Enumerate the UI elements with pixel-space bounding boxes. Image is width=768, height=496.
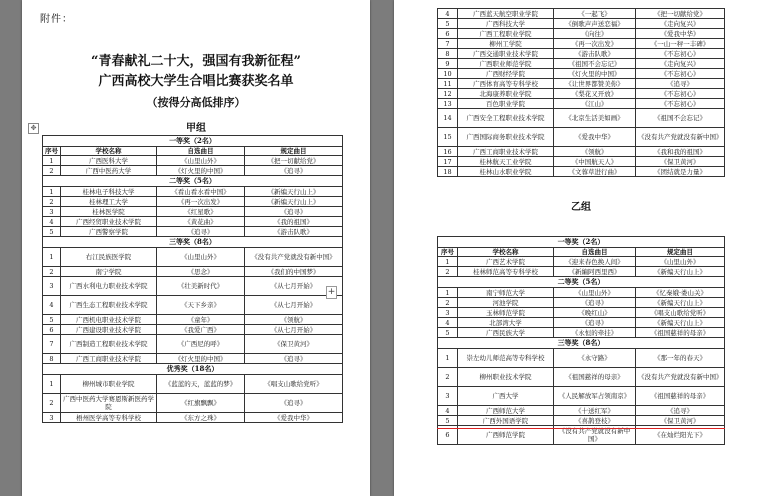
table-cell: 18 [438, 167, 458, 177]
table-cell: 广西中医药大学赛恩斯新医药学院 [61, 394, 157, 413]
table-cell: 《追寻》 [245, 394, 343, 413]
table-cell: 《再一次出发》 [554, 39, 636, 49]
table-cell: 《江山》 [554, 99, 636, 109]
table-cell: 《让世界都赞美你》 [554, 79, 636, 89]
table-cell: 7 [438, 39, 458, 49]
table-cell: 4 [43, 296, 61, 315]
table-cell: 16 [438, 147, 458, 157]
table-cell: 广西外国语学院 [458, 416, 554, 426]
table-cell: 《文蓉草进行曲》 [554, 167, 636, 177]
table-cell: 《不忘初心》 [636, 49, 725, 59]
table-row [43, 277, 343, 296]
table-row [43, 207, 343, 217]
table-cell: 《团结就是力量》 [636, 167, 725, 177]
table-cell: 2 [43, 267, 61, 277]
table-cell: 《童年》 [157, 315, 245, 325]
table-cell: 《爱我中华》 [554, 128, 636, 147]
table-cell: 《保卫黄河》 [245, 335, 343, 354]
document-page-left [22, 0, 370, 496]
table-cell: 15 [438, 128, 458, 147]
table-row [438, 99, 725, 109]
table-cell: 3 [43, 207, 61, 217]
table-cell: 《思念》 [157, 267, 245, 277]
table-cell: 11 [438, 79, 458, 89]
table-row [438, 387, 725, 406]
table-row [438, 19, 725, 29]
table-cell: 《新编天行山上》 [245, 197, 343, 207]
award-section-title: 一等奖（2名） [438, 237, 725, 248]
table-row [43, 227, 343, 237]
award-section-title: 三等奖（8名） [438, 338, 725, 349]
table-cell: 《灯火里的中国》 [157, 354, 245, 364]
table-cell: 河池学院 [458, 298, 554, 308]
table-cell: 《我和我的祖国》 [636, 147, 725, 157]
award-section-title: 三等奖（8名） [43, 237, 343, 248]
table-cell: 《没有共产党就没有新中国》 [636, 128, 725, 147]
table-row [438, 59, 725, 69]
group-a-award-table [42, 135, 343, 423]
table-cell: 《黄花曲》 [157, 217, 245, 227]
table-cell: 《山里山外》 [157, 248, 245, 267]
table-cell: 广西国际商务职业技术学院 [458, 128, 554, 147]
table-cell: 1 [438, 257, 458, 267]
table-cell: 《把一切献给党》 [245, 156, 343, 166]
table-cell: 《唱支山歌给党听》 [245, 375, 343, 394]
table-cell: 《祖国慈祥的母亲》 [636, 328, 725, 338]
table-cell: 5 [43, 315, 61, 325]
table-row [438, 69, 725, 79]
table-cell: 4 [438, 406, 458, 416]
table-row [43, 166, 343, 176]
table-row [438, 298, 725, 308]
table-cell: 《新编天行山上》 [636, 318, 725, 328]
table-cell: 柳州城市职业学院 [61, 375, 157, 394]
table-row [438, 147, 725, 157]
table-cell: 《山里山外》 [636, 257, 725, 267]
table-cell: 桂林航天工业学院 [458, 157, 554, 167]
table-cell: 桂林电子科技大学 [61, 187, 157, 197]
group-a-title: 甲组 [186, 123, 206, 134]
table-cell: 《迎来春色换人间》 [554, 257, 636, 267]
table-row [43, 187, 343, 197]
table-cell: 《人民解放军占领南京》 [554, 387, 636, 406]
table-cell: 1 [438, 288, 458, 298]
table-cell: 柳州职业技术学院 [458, 368, 554, 387]
table-row [438, 318, 725, 328]
table-cell: 《追寻》 [636, 79, 725, 89]
table-cell: 《追寻》 [157, 227, 245, 237]
table-cell: 《壮美新时代》 [157, 277, 245, 296]
table-cell: 《再一次出发》 [157, 197, 245, 207]
table-cell: 《把一切献给党》 [636, 9, 725, 19]
table-cell: 4 [438, 9, 458, 19]
table-cell: 《从七月开始》 [245, 325, 343, 335]
table-row [438, 328, 725, 338]
table-row [43, 375, 343, 394]
table-cell: 6 [438, 29, 458, 39]
table-cell: 柳州工学院 [458, 39, 554, 49]
table-cell: 1 [43, 248, 61, 267]
table-cell: 《追寻》 [245, 354, 343, 364]
table-cell: 《在灿烂阳光下》 [636, 426, 725, 445]
table-cell: 1 [438, 349, 458, 368]
award-section-row [438, 277, 725, 288]
table-cell: 广西大学 [458, 387, 554, 406]
table-row [438, 109, 725, 128]
table-cell: 《晚红山》 [554, 308, 636, 318]
table-cell: 《永恒的牵挂》 [554, 328, 636, 338]
table-cell: 9 [438, 59, 458, 69]
column-header: 规定曲目 [245, 147, 343, 156]
table-row [43, 335, 343, 354]
table-row [43, 315, 343, 325]
table-cell: 《看山看水看中国》 [157, 187, 245, 197]
attachment-label: 附件： [40, 14, 73, 25]
table-cell: 广西工程职业学院 [458, 29, 554, 39]
table-cell: 《追寻》 [554, 318, 636, 328]
table-cell: 《爱我中华》 [636, 29, 725, 39]
table-cell: 5 [43, 227, 61, 237]
table-cell: 广西安全工程职业技术学院 [458, 109, 554, 128]
table-row [438, 368, 725, 387]
table-cell: 5 [438, 328, 458, 338]
group-b-award-table [437, 236, 725, 445]
table-cell: 2 [43, 197, 61, 207]
award-section-title: 二等奖（5名） [438, 277, 725, 288]
column-header: 序号 [438, 248, 458, 257]
table-cell: 桂林师范高等专科学校 [458, 267, 554, 277]
table-cell: 《喜鹊登枝》 [554, 416, 636, 426]
table-cell: 4 [43, 217, 61, 227]
table-cell: 北海康养职业学院 [458, 89, 554, 99]
table-cell: 《我的祖国》 [245, 217, 343, 227]
table-cell: 广西职业师范学院 [458, 59, 554, 69]
table-cell: 广西交通职业技术学院 [458, 49, 554, 59]
table-cell: 《爱我中华》 [245, 413, 343, 423]
table-cell: 14 [438, 109, 458, 128]
table-cell: 广西财经学院 [458, 69, 554, 79]
column-header: 序号 [43, 147, 61, 156]
award-section-title: 二等奖（5名） [43, 176, 343, 187]
table-cell: 《山里山外》 [157, 156, 245, 166]
table-cell: 广西工商职业技术学院 [61, 354, 157, 364]
table-cell: 2 [438, 267, 458, 277]
column-header: 自选曲目 [157, 147, 245, 156]
table-row [438, 406, 725, 416]
table-cell: 10 [438, 69, 458, 79]
table-cell: 《不忘初心》 [636, 69, 725, 79]
table-cell: 《那一年的春天》 [636, 349, 725, 368]
table-cell: 广西蓝天航空职业学院 [458, 9, 554, 19]
table-cell: 《中国航天人》 [554, 157, 636, 167]
table-row [438, 349, 725, 368]
table-cell: 《向往》 [554, 29, 636, 39]
table-cell: 《北京生活美如画》 [554, 109, 636, 128]
table-cell: 《领航》 [245, 315, 343, 325]
award-section-title: 优秀奖（18名） [43, 364, 343, 375]
table-row [438, 128, 725, 147]
table-cell: 广西制造工程职业技术学院 [61, 335, 157, 354]
table-row [438, 267, 725, 277]
table-cell: 南宁师范大学 [458, 288, 554, 298]
table-cell: 《一山一秤一丰碑》 [636, 39, 725, 49]
award-section-title: 一等奖（2名） [43, 136, 343, 147]
table-cell: 桂林理工大学 [61, 197, 157, 207]
table-cell: 7 [43, 335, 61, 354]
table-cell: 广西师范大学 [458, 406, 554, 416]
table-cell: 《东方之珠》 [157, 413, 245, 423]
award-section-row [438, 338, 725, 349]
table-row [438, 167, 725, 177]
table-cell: 《梨花又开放》 [554, 89, 636, 99]
table-row [43, 354, 343, 364]
table-row [43, 156, 343, 166]
table-cell: 《走向复兴》 [636, 19, 725, 29]
table-cell: 《红旗飘飘》 [157, 394, 245, 413]
table-cell: 梧州医学高等专科学校 [61, 413, 157, 423]
add-column-handle-icon[interactable]: + [327, 287, 336, 297]
award-section-row [43, 364, 343, 375]
table-cell: 4 [438, 318, 458, 328]
column-header: 自选曲目 [554, 248, 636, 257]
table-row [43, 217, 343, 227]
table-cell: 13 [438, 99, 458, 109]
table-header-row [438, 248, 725, 257]
table-cell: 桂林山水职业学院 [458, 167, 554, 177]
table-cell: 《新编天行山上》 [636, 267, 725, 277]
table-cell: 《永守路》 [554, 349, 636, 368]
table-cell: 南宁学院 [61, 267, 157, 277]
table-row [438, 288, 725, 298]
table-cell: 《领航》 [554, 147, 636, 157]
table-cell: 广西体育高等专科学校 [458, 79, 554, 89]
table-row [438, 9, 725, 19]
table-cell: 广西科技大学 [458, 19, 554, 29]
table-cell: 6 [438, 426, 458, 445]
table-cell: 3 [43, 277, 61, 296]
table-cell: 《红星歌》 [157, 207, 245, 217]
group-b-title: 乙组 [571, 202, 591, 213]
table-cell: 《新編阿西里西》 [554, 267, 636, 277]
table-cell: 《我爱广西》 [157, 325, 245, 335]
table-cell: 广西中医药大学 [61, 166, 157, 176]
table-cell: 百色职业学院 [458, 99, 554, 109]
table-cell: 2 [438, 368, 458, 387]
table-cell: 8 [43, 354, 61, 364]
table-cell: 《保卫黄河》 [636, 157, 725, 167]
table-cell: 《祖国不会忘记》 [554, 59, 636, 69]
table-cell: 《不忘初心》 [636, 89, 725, 99]
table-header-row [43, 147, 343, 156]
table-cell: 17 [438, 157, 458, 167]
table-cell: 《新编天行山上》 [245, 187, 343, 197]
table-row [43, 197, 343, 207]
table-row [438, 308, 725, 318]
table-cell: 《广西尼的呼》 [157, 335, 245, 354]
document-page-right [394, 0, 768, 496]
table-cell: 《唱支山歌给党听》 [636, 308, 725, 318]
document-subtitle: （按得分高低排序） [146, 96, 246, 109]
table-row [43, 267, 343, 277]
red-underline-mark [437, 428, 725, 429]
table-cell: 《灯火里的中国》 [157, 166, 245, 176]
column-header: 学校名称 [458, 248, 554, 257]
table-cell: 崇左幼儿师范高等专科学校 [458, 349, 554, 368]
award-section-row [43, 136, 343, 147]
table-cell: 《从七月开始》 [245, 277, 343, 296]
table-cell: 《追寻》 [245, 207, 343, 217]
table-cell: 广西建设职业技术学院 [61, 325, 157, 335]
table-cell: 《灯火里的中国》 [554, 69, 636, 79]
table-cell: 5 [438, 416, 458, 426]
table-cell: 《新编天行山上》 [636, 298, 725, 308]
table-cell: 广西艺术学院 [458, 257, 554, 267]
table-row [43, 296, 343, 315]
table-cell: 《不忘初心》 [636, 99, 725, 109]
table-row [43, 248, 343, 267]
table-row [438, 157, 725, 167]
table-cell: 《祖国慈祥的母亲》 [554, 368, 636, 387]
table-row [438, 89, 725, 99]
table-cell: 《没有共产党就没有新中国》 [636, 368, 725, 387]
column-header: 学校名称 [61, 147, 157, 156]
table-cell: 《追寻》 [636, 406, 725, 416]
table-cell: 《保卫黄河》 [636, 416, 725, 426]
table-row [438, 39, 725, 49]
table-cell: 广西工商职业技术学院 [458, 147, 554, 157]
table-cell: 《没有共产党就没有新中国》 [554, 426, 636, 445]
award-section-row [438, 237, 725, 248]
table-row [438, 49, 725, 59]
table-cell: 《没有共产党就没有新中国》 [245, 248, 343, 267]
table-cell: 8 [438, 49, 458, 59]
table-cell: 《我们的中国梦》 [245, 267, 343, 277]
table-row [43, 325, 343, 335]
table-cell: 6 [43, 325, 61, 335]
table-row [438, 257, 725, 267]
table-cell: 桂林医学院 [61, 207, 157, 217]
table-cell: 《祖国慈祥的母亲》 [636, 387, 725, 406]
table-cell: 《忆秦娥·娄山关》 [636, 288, 725, 298]
table-row [438, 416, 725, 426]
table-cell: 3 [438, 387, 458, 406]
table-move-handle-icon[interactable]: ✥ [28, 123, 39, 134]
table-cell: 广西生态工程职业技术学院 [61, 296, 157, 315]
table-cell: 《十送红军》 [554, 406, 636, 416]
table-cell: 《天下乡亲》 [157, 296, 245, 315]
table-cell: 《游击队歌》 [554, 49, 636, 59]
table-cell: 广西师范学院 [458, 426, 554, 445]
table-cell: 3 [438, 308, 458, 318]
table-cell: 《山里山外》 [554, 288, 636, 298]
document-title-line2: 广西高校大学生合唱比赛获奖名单 [98, 74, 294, 89]
table-cell: 2 [43, 166, 61, 176]
table-cell: 《追寻》 [554, 298, 636, 308]
table-row [438, 29, 725, 39]
table-cell: 1 [43, 156, 61, 166]
table-cell: 《走向复兴》 [636, 59, 725, 69]
table-cell: 广西警察学院 [61, 227, 157, 237]
document-title-line1: “青春献礼二十大，强国有我新征程” [91, 54, 301, 69]
table-cell: 北部湾大学 [458, 318, 554, 328]
table-cell: 玉林师范学院 [458, 308, 554, 318]
table-cell: 12 [438, 89, 458, 99]
table-cell: 1 [43, 375, 61, 394]
column-header: 规定曲目 [636, 248, 725, 257]
table-cell: 2 [438, 298, 458, 308]
table-cell: 广西机电职业技术学院 [61, 315, 157, 325]
table-cell: 《祖国不会忘记》 [636, 109, 725, 128]
award-section-row [43, 237, 343, 248]
table-cell: 《游击队歌》 [245, 227, 343, 237]
award-section-row [43, 176, 343, 187]
table-cell: 广西水利电力职业技术学院 [61, 277, 157, 296]
table-row [43, 413, 343, 423]
table-cell: 《一起飞》 [554, 9, 636, 19]
table-cell: 5 [438, 19, 458, 29]
group-a-award-table-continued [437, 8, 725, 177]
table-cell: 《倒歌声声送恋福》 [554, 19, 636, 29]
table-cell: 右江民族医学院 [61, 248, 157, 267]
table-cell: 《蓝蓝的天，蓝蓝的梦》 [157, 375, 245, 394]
table-cell: 《从七月开始》 [245, 296, 343, 315]
table-cell: 广西经贸职业技术学院 [61, 217, 157, 227]
table-cell: 广西医科大学 [61, 156, 157, 166]
table-cell: 1 [43, 187, 61, 197]
table-cell: 3 [43, 413, 61, 423]
table-cell: 《追寻》 [245, 166, 343, 176]
table-row [43, 394, 343, 413]
table-row [438, 79, 725, 89]
table-cell: 广西民族大学 [458, 328, 554, 338]
table-cell: 2 [43, 394, 61, 413]
